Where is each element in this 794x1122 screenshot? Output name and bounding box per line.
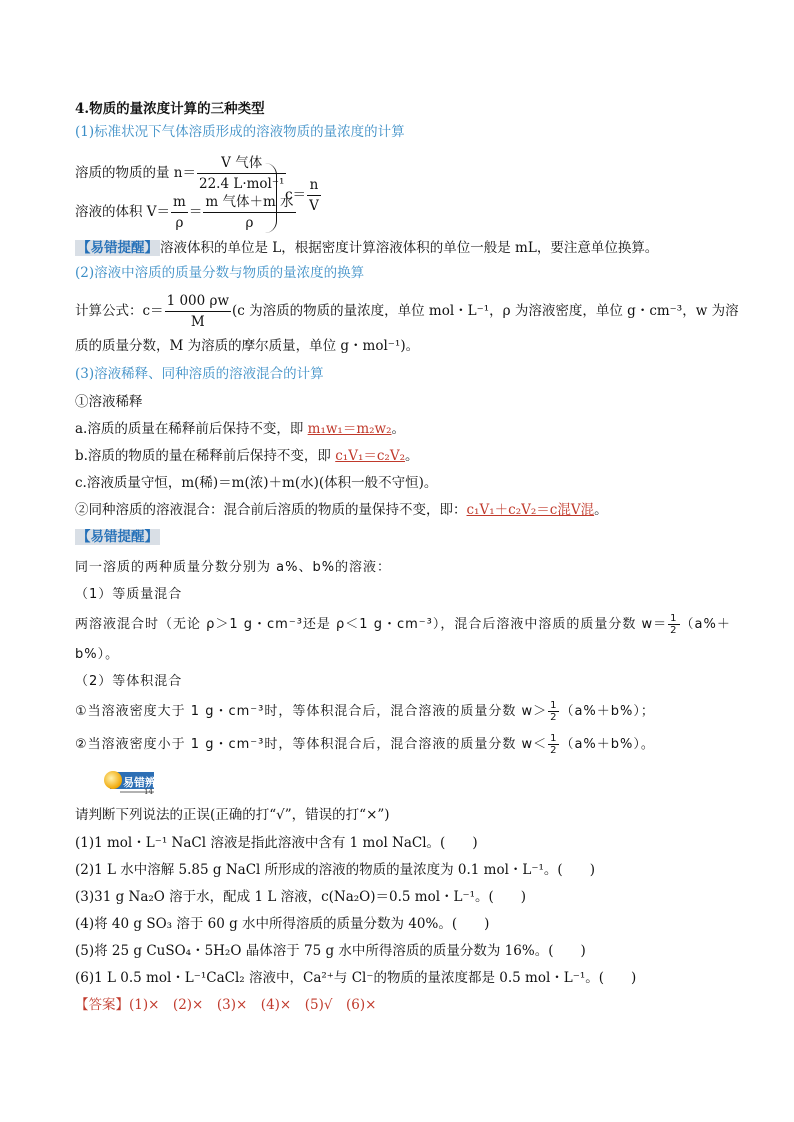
formula-n-label: 溶质的物质的量 n＝: [75, 165, 196, 181]
rule-a-text: a.溶质的质量在稀释前后保持不变，即: [75, 421, 308, 437]
calc-fraction: [165, 291, 231, 332]
quiz-item: (5)将 25 g CuSO₄・5H₂O 晶体溶于 75 g 水中所得溶质的质量分数为 16%。( ): [75, 943, 586, 959]
quiz-item: (4)将 40 g SO₃ 溶于 60 g 水中所得溶质的质量分数为 40%。( ): [75, 916, 490, 932]
note-vol1: [75, 700, 655, 723]
vol1-fraction: [548, 700, 559, 723]
formula-v-frac2: [203, 192, 295, 233]
formula-n-den: 22.4 L·mol⁻¹: [199, 176, 285, 192]
right-brace: [262, 163, 277, 233]
mix-end: 。: [594, 502, 608, 518]
vol1-den: 2: [550, 712, 558, 723]
formula-c-den: V: [309, 198, 319, 214]
quiz-item: (3)31 g Na₂O 溶于水，配成 1 L 溶液，c(Na₂O)＝0.5 mol・L⁻¹。( ): [75, 889, 527, 905]
note-intro: 同一溶质的两种质量分数分别为 a%、b%的溶液：: [75, 560, 392, 575]
tip-tag-2: 【易错提醒】: [77, 529, 158, 545]
quiz-answer: [75, 995, 376, 1015]
half-den: 2: [670, 625, 678, 636]
formula-v-frac1: [171, 192, 188, 233]
sec2-title: (2)溶液中溶质的质量分数与物质的量浓度的换算: [75, 265, 365, 281]
formula-c: [285, 175, 322, 216]
formula-v-frac2-num: m 气体＋m 水: [203, 192, 295, 213]
vol1-tail: （a%＋b%）；: [560, 704, 655, 719]
calc-text: (c 为溶质的物质的量浓度，单位 mol・L⁻¹，ρ 为溶液密度，单位 g・cm⁻³，w 为溶: [232, 303, 739, 319]
rule-a-answer: m₁w₁＝m₂w₂: [307, 421, 392, 437]
quiz-item: (6)1 L 0.5 mol・L⁻¹CaCl₂ 溶液中，Ca²⁺与 Cl⁻的物质的量浓度都是 0.5 mol・L⁻¹。( ): [75, 970, 637, 986]
formula-v-frac2-den: ρ: [245, 215, 254, 231]
half-fraction: [668, 613, 679, 636]
vol1-text: ①当溶液密度大于 1 g・cm⁻³时，等体积混合后，混合溶液的质量分数 w＞: [75, 704, 548, 719]
banner-number: 14: [144, 788, 153, 796]
quiz-banner: [104, 769, 167, 796]
calc-num: 1 000 ρw: [165, 291, 231, 312]
calc-den: M: [190, 314, 205, 330]
vol2-tail: （a%＋b%）。: [560, 737, 655, 752]
half-num: 1: [670, 613, 678, 624]
formula-c-fraction: [307, 175, 321, 216]
tip-tag: 【易错提醒】: [77, 240, 158, 256]
mix-rule: [75, 500, 608, 520]
calc-formula: [75, 291, 739, 332]
quiz-intro: 请判断下列说法的正误(正确的打“√”，错误的打“×”): [75, 807, 390, 823]
formula-v-frac1-den: ρ: [175, 215, 184, 231]
dilute-label: ①溶液稀释: [75, 394, 143, 410]
note-vol2: [75, 733, 655, 756]
rule-c: c.溶液质量守恒，m(稀)＝m(浓)＋m(水)(体积一般不守恒)。: [75, 475, 438, 491]
calc-text-line2: 质的质量分数，M 为溶质的摩尔质量，单位 g・mol⁻¹)。: [75, 338, 420, 354]
banner-text: 易错辨析: [123, 776, 167, 789]
section-heading: 4.物质的量浓度计算的三种类型: [75, 101, 265, 117]
answer-tag: 【答案】: [75, 997, 129, 1013]
formula-n: [75, 153, 287, 194]
vol2-num: 1: [550, 733, 558, 744]
sec3-title: (3)溶液稀释、同种溶质的溶液混合的计算: [75, 366, 324, 382]
rule-b-answer: c₁V₁＝c₂V₂: [335, 448, 406, 464]
mix-answer: c₁V₁＋c₂V₂＝c混V混: [466, 502, 595, 518]
rule-b: [75, 446, 419, 466]
note-eq-mass-text: [75, 613, 731, 636]
vol2-text: ②当溶液密度小于 1 g・cm⁻³时，等体积混合后，混合溶液的质量分数 w＜: [75, 737, 548, 752]
formula-c-label: c＝: [285, 187, 307, 203]
vol1-num: 1: [550, 700, 558, 711]
rule-a: [75, 419, 405, 439]
rule-a-end: 。: [391, 421, 406, 437]
sec1-tip: [75, 238, 658, 258]
formula-v-eq: ＝: [188, 204, 203, 220]
mix-text: ②同种溶质的溶液混合：混合前后溶质的物质的量保持不变，即：: [75, 502, 467, 518]
formula-v-frac1-num: m: [171, 192, 188, 213]
calc-label: 计算公式：c＝: [75, 303, 164, 319]
quiz-item: (1)1 mol・L⁻¹ NaCl 溶液是指此溶液中含有 1 mol NaCl。( ): [75, 835, 478, 851]
formula-n-num: V 气体: [197, 153, 286, 174]
sec1-title: (1)标准状况下气体溶质形成的溶液物质的量浓度的计算: [75, 124, 405, 140]
formula-v-label: 溶液的体积 V＝: [75, 204, 171, 220]
note-eq-mass-tail2: b%）。: [75, 647, 120, 662]
tip-text: 溶液体积的单位是 L，根据密度计算溶液体积的单位一般是 mL，要注意单位换算。: [160, 240, 659, 256]
rule-b-end: 。: [405, 448, 419, 464]
formula-c-num: n: [307, 175, 321, 196]
eq-mass-text: 两溶液混合时（无论 ρ＞1 g・cm⁻³还是 ρ＜1 g・cm⁻³），混合后溶液中溶质的质量分数 w＝: [75, 617, 668, 632]
vol2-fraction: [548, 733, 559, 756]
eq-mass-tail: （a%＋: [680, 617, 731, 632]
rule-b-text: b.溶质的物质的量在稀释前后保持不变，即: [75, 448, 336, 464]
note-eq-vol: （2）等体积混合: [75, 674, 183, 689]
sec3-tip: [75, 527, 160, 547]
vol2-den: 2: [550, 745, 558, 756]
quiz-item: (2)1 L 水中溶解 5.85 g NaCl 所形成的溶液的物质的量浓度为 0.1 mol・L⁻¹。( ): [75, 862, 595, 878]
answer-text: (1)× (2)× (3)× (4)× (5)√ (6)×: [129, 997, 377, 1013]
note-eq-mass: （1）等质量混合: [75, 587, 183, 602]
